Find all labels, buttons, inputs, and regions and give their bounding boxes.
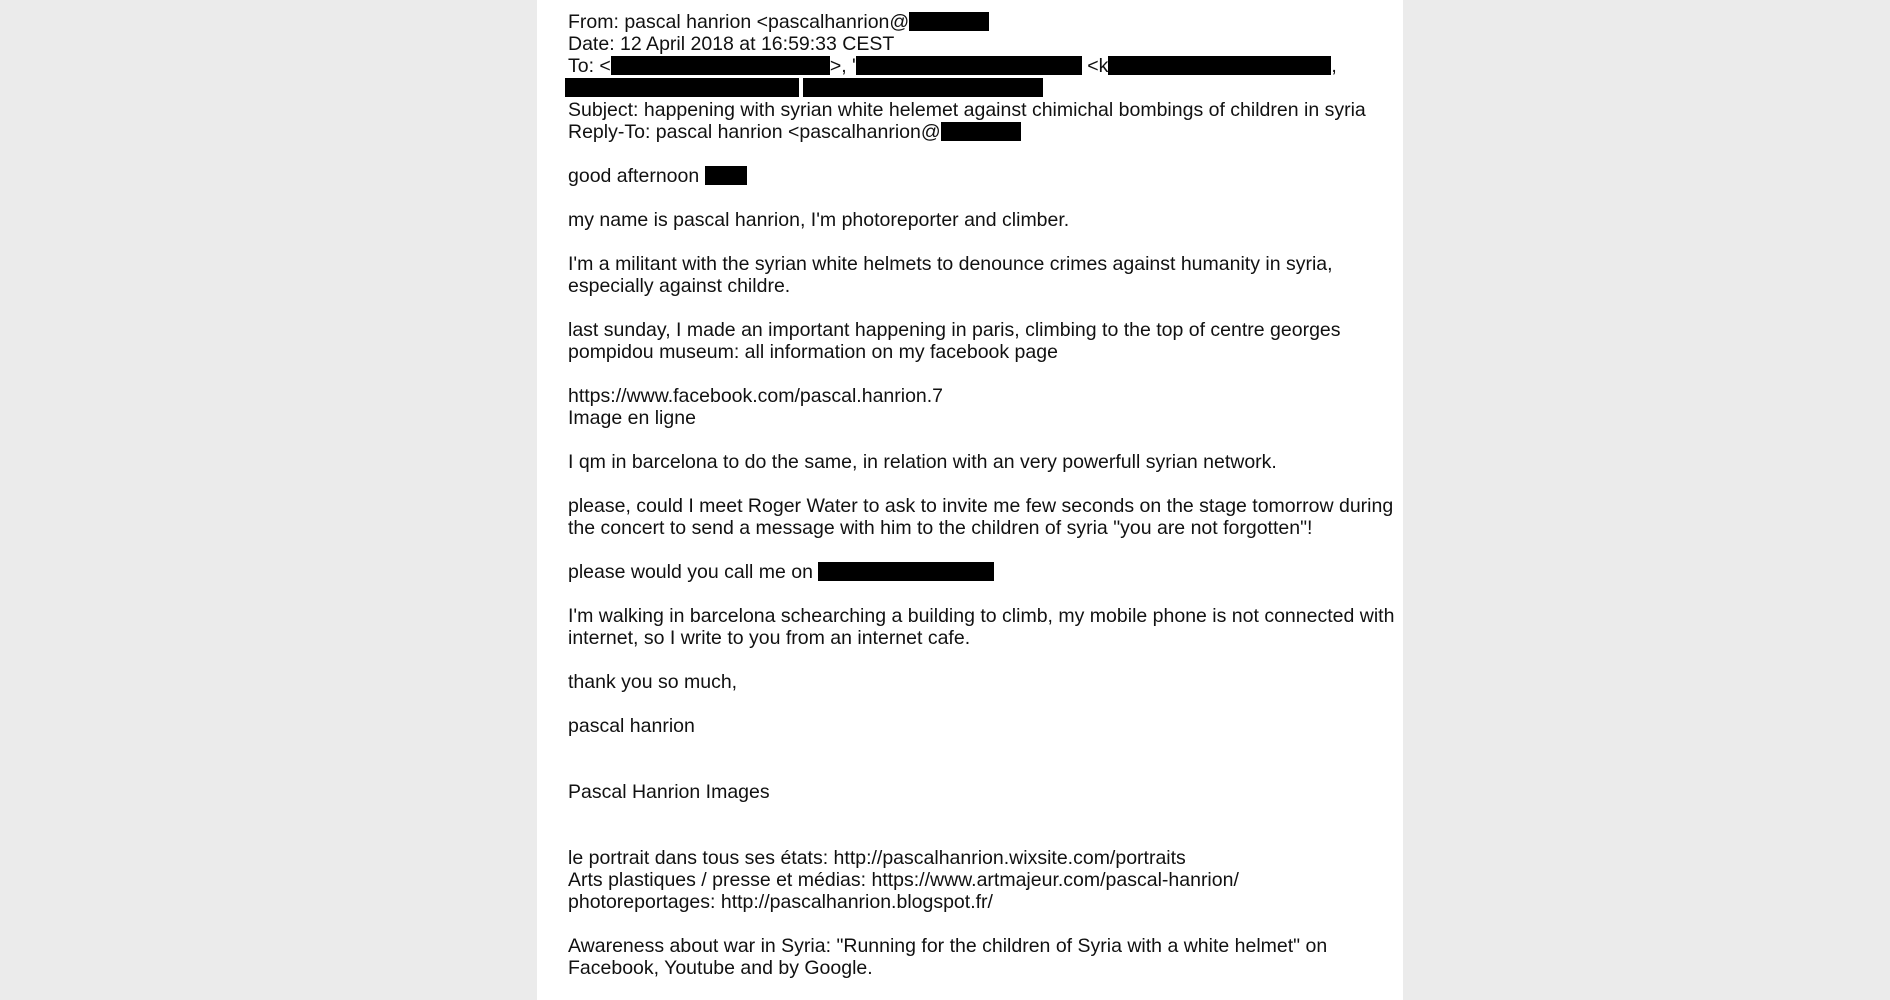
request-paragraph-line-1: please, could I meet Roger Water to ask to invite me few seconds on the stage tomorrow during: [568, 495, 1394, 517]
redaction-to-3: [1108, 56, 1331, 75]
militant-paragraph-line-2: especially against childre.: [568, 275, 791, 297]
reply-to-line: Reply-To: pascal hanrion <pascalhanrion@: [568, 121, 1398, 143]
request-paragraph-line-2: the concert to send a message with him to the children of syria "you are not forgotten"!: [568, 517, 1313, 539]
redaction-to-4: [565, 78, 799, 97]
happening-paragraph-line-1: last sunday, I made an important happening in paris, climbing to the top of centre georges: [568, 319, 1341, 341]
arts-link-line: Arts plastiques / presse et médias: https://www.artmajeur.com/pascal-hanrion/: [568, 869, 1239, 891]
barcelona-paragraph: I qm in barcelona to do the same, in relation with an very powerfull syrian network.: [568, 451, 1277, 473]
photo-link-line: photoreportages: http://pascalhanrion.blogspot.fr/: [568, 891, 993, 913]
redaction-to-2: [856, 56, 1082, 75]
redaction-phone-number: [818, 562, 994, 581]
to-line: To: < >, ' <k ,: [568, 55, 1337, 77]
intro-paragraph: my name is pascal hanrion, I'm photoreporter and climber.: [568, 209, 1070, 231]
call-paragraph: please would you call me on: [568, 561, 1398, 583]
signature-name: pascal hanrion: [568, 715, 695, 737]
redaction-reply-domain: [941, 122, 1021, 141]
redaction-recipient-name: [705, 166, 747, 185]
awareness-line-1: Awareness about war in Syria: "Running for the children of Syria with a white helmet" on: [568, 935, 1328, 957]
email-content: [568, 11, 1398, 979]
awareness-line-2: Facebook, Youtube and by Google.: [568, 957, 873, 979]
redaction-to-5: [803, 78, 1043, 97]
walking-paragraph-line-1: I'm walking in barcelona schearching a building to climb, my mobile phone is not connected with: [568, 605, 1395, 627]
portrait-link-line: le portrait dans tous ses états: http://pascalhanrion.wixsite.com/portraits: [568, 847, 1186, 869]
thanks-line: thank you so much,: [568, 671, 738, 693]
from-line: From: pascal hanrion <pascalhanrion@: [568, 11, 1398, 33]
image-online-label: Image en ligne: [568, 407, 696, 429]
signature-brand: Pascal Hanrion Images: [568, 781, 770, 803]
greeting: good afternoon: [568, 165, 1398, 187]
to-line-continued: [568, 77, 1398, 99]
happening-paragraph-line-2: pompidou museum: all information on my facebook page: [568, 341, 1058, 363]
redaction-to-1: [611, 56, 830, 75]
subject-line: Subject: happening with syrian white helemet against chimichal bombings of children in syria: [568, 99, 1366, 121]
redaction-from-domain: [909, 12, 989, 31]
walking-paragraph-line-2: internet, so I write to you from an internet cafe.: [568, 627, 971, 649]
date-line: Date: 12 April 2018 at 16:59:33 CEST: [568, 33, 895, 55]
facebook-link: https://www.facebook.com/pascal.hanrion.7: [568, 385, 944, 407]
militant-paragraph-line-1: I'm a militant with the syrian white helmets to denounce crimes against humanity in syria,: [568, 253, 1333, 275]
email-page: [537, 0, 1403, 1000]
